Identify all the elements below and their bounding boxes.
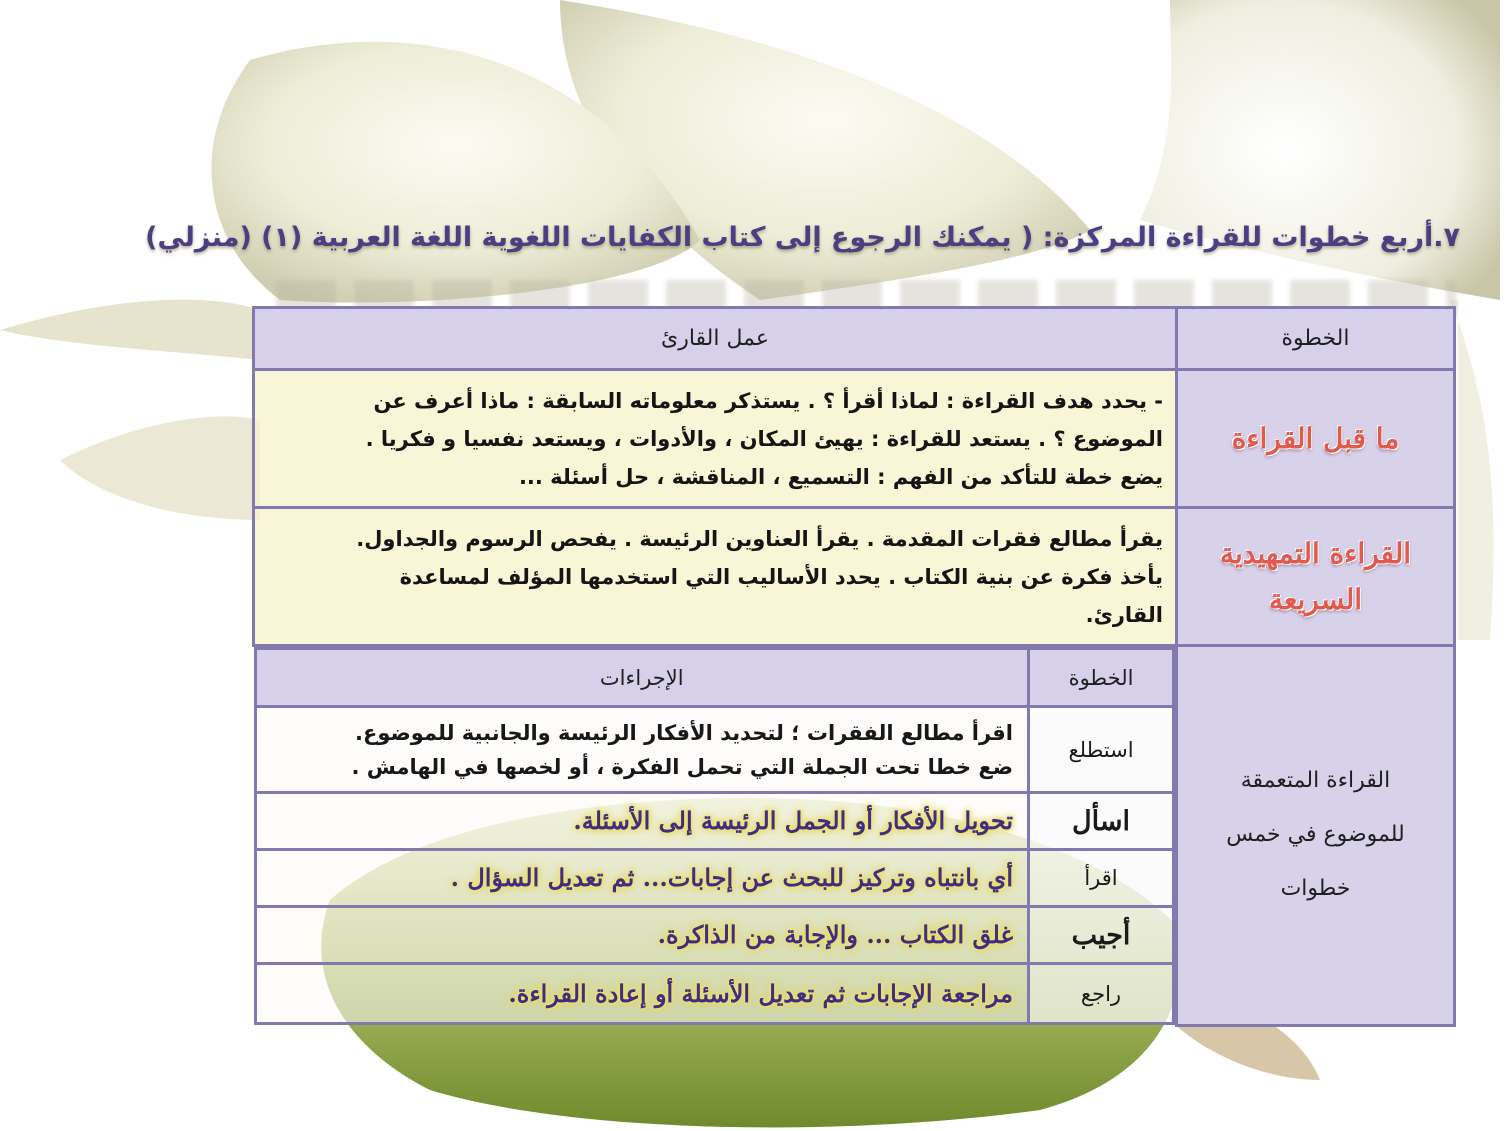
table-row — [255, 964, 1174, 1024]
text-line: القارئ. — [1085, 602, 1163, 627]
table-row — [255, 850, 1174, 907]
text-line: يأخذ فكرة عن بنية الكتاب . يحدد الأساليب التي استخدمها المؤلف لمساعدة — [399, 564, 1163, 589]
step-skimming — [1177, 508, 1455, 646]
label-line: خطوات — [1280, 876, 1351, 902]
table-row — [255, 793, 1174, 850]
five-steps-table — [254, 647, 1176, 1025]
step-name-review: راجع — [1029, 964, 1174, 1024]
table-header-row — [254, 308, 1455, 370]
pre-reading-description — [254, 370, 1177, 508]
text-line: يقرأ مطالع فقرات المقدمة . يقرأ العناوين الرئيسة . يفحص الرسوم والجداول. — [356, 526, 1163, 551]
table-row — [254, 508, 1455, 646]
step-actions-question: تحويل الأفكار أو الجمل الرئيسة إلى الأسئلة. — [255, 793, 1029, 850]
skimming-description — [254, 508, 1177, 646]
step-title-line: القراءة التمهيدية — [1219, 536, 1412, 570]
inner-header-step: الخطوة — [1029, 649, 1174, 707]
table-row — [255, 707, 1174, 793]
text-line: ضع خطا تحت الجملة التي تحمل الفكرة ، أو لخصها في الهامش . — [351, 754, 1013, 779]
label-line: القراءة المتعمقة — [1240, 768, 1391, 794]
section-heading: ٧.أربع خطوات للقراءة المركزة: ( يمكنك الرجوع إلى كتاب الكفايات اللغوية اللغة العربية (١) (منزلي) — [145, 222, 1460, 253]
header-reader-work: عمل القارئ — [254, 308, 1177, 370]
deep-reading-steps — [254, 646, 1177, 1026]
header-step: الخطوة — [1177, 308, 1455, 370]
step-name-read: اقرأ — [1029, 850, 1174, 907]
text-line: اقرأ مطالع الفقرات ؛ لتحديد الأفكار الرئيسة والجانبية للموضوع. — [355, 720, 1013, 745]
step-title: ما قبل القراءة — [1231, 421, 1400, 455]
table-row — [255, 907, 1174, 964]
step-actions-read: أي بانتباه وتركيز للبحث عن إجابات... ثم تعديل السؤال . — [255, 850, 1029, 907]
inner-header-actions: الإجراءات — [255, 649, 1029, 707]
step-name-survey: استطلع — [1029, 707, 1174, 793]
step-actions-answer: غلق الكتاب ... والإجابة من الذاكرة. — [255, 907, 1029, 964]
step-name-answer: أجيب — [1029, 907, 1174, 964]
text-line: الموضوع ؟ . يستعد للقراءة : يهيئ المكان ، والأدوات ، ويستعد نفسيا و فكريا . — [365, 426, 1163, 451]
table-row — [254, 370, 1455, 508]
reading-steps-table — [252, 306, 1456, 1027]
step-pre-reading — [1177, 370, 1455, 508]
label-line: للموضوع في خمس — [1226, 822, 1405, 848]
deep-reading-row — [254, 646, 1455, 1026]
text-line: - يحدد هدف القراءة : لماذا أقرأ ؟ . يستذكر معلوماته السابقة : ماذا أعرف عن — [373, 388, 1163, 413]
step-actions-review: مراجعة الإجابات ثم تعديل الأسئلة أو إعادة القراءة. — [255, 964, 1029, 1024]
step-title-line: السريعة — [1268, 582, 1363, 616]
inner-header-row — [255, 649, 1174, 707]
deep-reading-label — [1177, 646, 1455, 1026]
text-line: يضع خطة للتأكد من الفهم : التسميع ، المناقشة ، حل أسئلة ... — [518, 464, 1163, 489]
step-name-question: اسأل — [1029, 793, 1174, 850]
step-actions-survey — [255, 707, 1029, 793]
